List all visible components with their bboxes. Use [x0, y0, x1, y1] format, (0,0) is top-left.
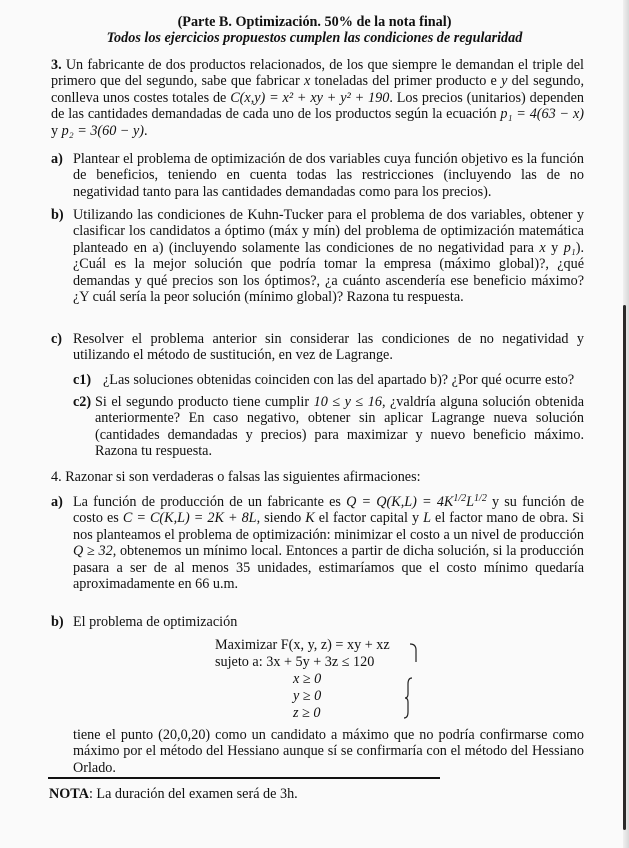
question-3c [51, 331, 584, 364]
item-text: ¿Las soluciones obtenidas coinciden con las del apartado b)? ¿Por qué ocurre esto? [103, 372, 575, 388]
question-3-number: 3. [51, 57, 62, 73]
production-function: $Q = Q(K,L) = 4K^{1/2}L^{1/2}$ [346, 493, 487, 510]
question-4a [51, 494, 584, 592]
question-3b [51, 207, 584, 305]
item-text: Utilizando las condiciones de Kuhn-Tucker para el problema de dos variables, obtener y clasificar los candidatos a óptimo (máx y mín) del problema de optimización matemática planteado en a) (incluyendo solamente las condiciones de no negatividad para x y p₁). ¿Cuál es la mejor solución que podría tomar la empresa (máximo global)?, ¿qué demandas y qué precios son los óptimos?, ¿a cuánto ascendería ese beneficio máximo? ¿Y cuál sería la peor solución (mínimo global)? Razona tu respuesta. [73, 207, 585, 306]
item-label: c) [51, 331, 63, 347]
question-4b-conclusion [51, 727, 584, 776]
item-text: Si el segundo producto tiene cumplir 10 ≤ y ≤ 16, ¿valdría alguna solución obtenida anteriormente? En caso negativo, obtener sin aplicar Lagrange nueva solución (cantidades demandadas y precios) para maximizar y nuevo beneficio máximo. Razona tu respuesta. [95, 394, 584, 460]
question-3-statement: 3. Un fabricante de dos productos relacionados, de los que siempre le demandan el triple del primero que del segundo, sabe que fabricar x toneladas del primer producto e y del segundo, conlleva unos costes totales de C(x,y) = x² + xy + y² + 190. Los precios (unitarios) dependen de las cantidades demandadas de cada uno de los productos según la ecuación p₁ = 4(63 − x) y p₂ = 3(60 − y). [51, 57, 584, 139]
item-label: b) [51, 614, 64, 630]
item-label: a) [51, 151, 63, 167]
section-subheader: Todos los ejercicios propuestos cumplen las condiciones de regularidad [106, 30, 523, 46]
section-header: (Parte B. Optimización. 50% de la nota final) [177, 14, 452, 30]
item-label: c1) [73, 372, 92, 388]
optimization-problem [215, 637, 390, 722]
price-equation-1: p₁ = 4(63 − x) [500, 106, 584, 123]
brace-bottom-mark [402, 676, 416, 720]
question-4b [51, 614, 584, 630]
objective-function: Maximizar F(x, y, z) = xy + xz [215, 637, 390, 653]
question-3c1 [73, 372, 584, 388]
brace-top-mark [408, 640, 420, 664]
divider-line [48, 777, 440, 779]
question-3a [51, 151, 584, 200]
question-4-intro: 4. Razonar si son verdaderas o falsas las siguientes afirmaciones: [51, 469, 421, 485]
price-equation-2: p₂ = 3(60 − y) [61, 122, 145, 139]
constraint-y: y ≥ 0 [293, 688, 322, 704]
item-text: La función de producción de un fabricante es $Q = Q(K,L) = 4K^{1/2}L^{1/2}$ y su función de costo es C = C(K,L) = 2K + 8L, siendo K el factor capital y L el factor mano de obra. Si nos planteamos el problema de optimización: minimizar el costo a un nivel de producción Q ≥ 32, obtenemos un mínimo local. Entonces a partir de dicha solución, si la producción pasara a ser de al menos 35 unidades, estimaríamos que el costo mínimo quedaría aproximadamente en 66 u.m. [73, 493, 584, 593]
cost-function-4a: C = C(K,L) = 2K + 8L [122, 510, 257, 527]
item-text: Resolver el problema anterior sin considerar las condiciones de no negatividad y utilizando el método de sustitución, en vez de Lagrange. [73, 331, 584, 364]
item-label: c2) [73, 394, 92, 410]
note-label: NOTA [49, 786, 89, 802]
constraint-x: x ≥ 0 [293, 671, 322, 687]
item-text: Plantear el problema de optimización de dos variables cuya función objetivo es la función de beneficios, teniendo en cuenta todas las restricciones (incluyendo las de no negatividad tanto para las cantidades demandadas como para los precios). [73, 151, 584, 200]
cost-function: C(x,y) = x² + xy + y² + 190 [230, 89, 390, 106]
item-text: El problema de optimización [73, 614, 238, 630]
item-label: b) [51, 207, 64, 223]
item-label: a) [51, 494, 63, 510]
constraint-z: z ≥ 0 [293, 705, 321, 721]
scrollbar[interactable] [623, 305, 626, 830]
note-text: : La duración del examen será de 3h. [88, 786, 298, 802]
item-text: tiene el punto (20,0,20) como un candidato a máximo que no podría confirmarse como máximo por el método del Hessiano aunque sí se confirmaría con el método del Hessiano Orlado. [73, 727, 584, 776]
constraint-main: sujeto a: 3x + 5y + 3z ≤ 120 [215, 654, 375, 670]
exam-note [49, 786, 298, 802]
question-3c2 [73, 394, 584, 460]
